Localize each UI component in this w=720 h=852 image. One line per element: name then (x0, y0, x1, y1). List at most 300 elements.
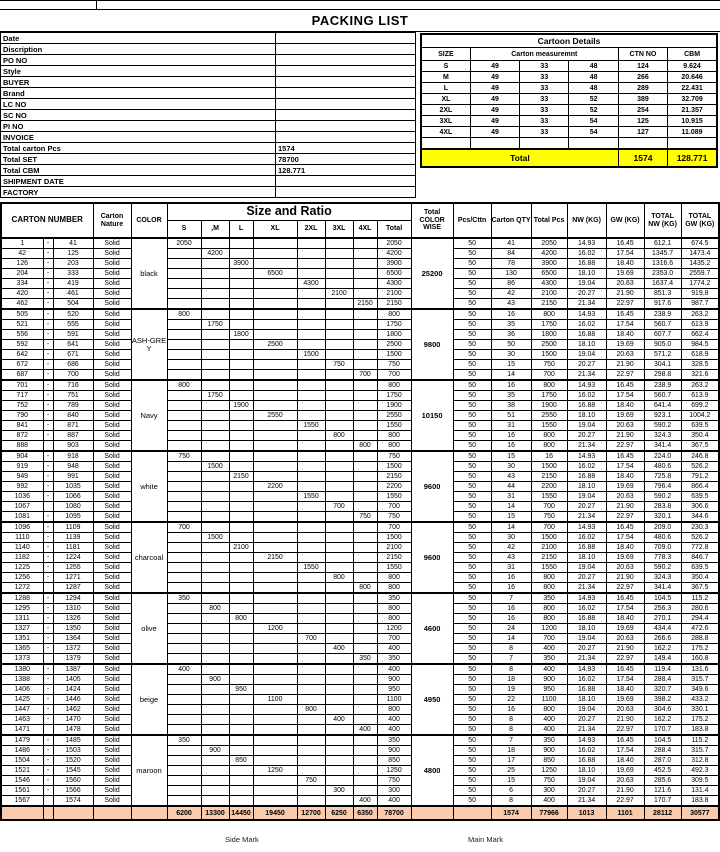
carton-from: 1272 (1, 583, 43, 594)
carton-height: 52 (569, 94, 618, 105)
size-qty-l (229, 269, 253, 279)
col-header-color: COLOR (131, 203, 167, 238)
grand-total-empty (93, 806, 131, 820)
col-header-pcs-per-carton: Pcs/Cttn (453, 203, 491, 238)
size-qty-3xl (325, 604, 353, 614)
size-qty-s (167, 533, 201, 543)
packing-row (1, 289, 719, 299)
carton-qty: 78 (491, 259, 531, 269)
pcs-per-carton: 50 (453, 715, 491, 725)
pcs-per-carton: 50 (453, 441, 491, 452)
size-qty-m (201, 705, 229, 715)
total-pcs: 750 (531, 776, 567, 786)
carton-range-separator: - (43, 705, 53, 715)
size-qty-2xl (297, 411, 325, 421)
size-qty-xl (253, 746, 297, 756)
size-qty-xl (253, 533, 297, 543)
info-label: BUYER (1, 77, 276, 88)
size-qty-s (167, 796, 201, 807)
total-pcs: 700 (531, 502, 567, 512)
size-qty-2xl (297, 746, 325, 756)
total-nw-kg: 341.4 (644, 583, 681, 594)
size-qty-m: 1500 (201, 462, 229, 472)
size-qty-2xl (297, 431, 325, 441)
carton-range-separator: - (43, 756, 53, 766)
size-qty-2xl (297, 695, 325, 705)
size-qty-s (167, 654, 201, 665)
pcs-per-carton: 50 (453, 482, 491, 492)
nw-kg: 19.04 (567, 776, 606, 786)
size-qty-s: 750 (167, 451, 201, 462)
size-qty-xl (253, 512, 297, 523)
size-qty-l (229, 563, 253, 573)
carton-height: 48 (569, 61, 618, 72)
carton-length: 49 (470, 127, 519, 138)
carton-to: 333 (53, 269, 93, 279)
packing-row (1, 370, 719, 381)
total-nw-kg: 905.0 (644, 340, 681, 350)
size-qty-l (229, 715, 253, 725)
carton-to: 887 (53, 431, 93, 441)
carton-nature: Solid (93, 279, 131, 289)
carton-range-separator: - (43, 401, 53, 411)
carton-nature: Solid (93, 543, 131, 553)
size-qty-3xl (325, 411, 353, 421)
carton-qty: 7 (491, 735, 531, 746)
size-qty-l: 3900 (229, 259, 253, 269)
size-qty-4xl (353, 776, 377, 786)
carton-to: 41 (53, 238, 93, 249)
info-label: Discription (1, 44, 276, 55)
carton-to: 1326 (53, 614, 93, 624)
size-qty-3xl (325, 746, 353, 756)
packing-row (1, 533, 719, 543)
carton-from: 1406 (1, 685, 43, 695)
color-name: olive (131, 593, 167, 664)
carton-nature: Solid (93, 431, 131, 441)
nw-kg: 16.88 (567, 259, 606, 269)
size-qty-xl (253, 543, 297, 553)
size-qty-xl (253, 259, 297, 269)
carton-cbm: 10.915 (668, 116, 717, 127)
size-qty-4xl (353, 614, 377, 624)
packing-row (1, 299, 719, 310)
size-qty-m (201, 634, 229, 644)
carton-nature: Solid (93, 451, 131, 462)
carton-from: 1463 (1, 715, 43, 725)
carton-to: 1470 (53, 715, 93, 725)
size-qty-m (201, 715, 229, 725)
size-qty-xl (253, 664, 297, 675)
size-qty-4xl (353, 249, 377, 259)
packing-row (1, 451, 719, 462)
carton-nature: Solid (93, 472, 131, 482)
size-qty-s (167, 370, 201, 381)
row-total: 850 (377, 756, 411, 766)
total-gw-kg: 309.5 (681, 776, 719, 786)
carton-nature: Solid (93, 289, 131, 299)
info-value (276, 77, 416, 88)
carton-to: 419 (53, 279, 93, 289)
total-nw-kg: 266.6 (644, 634, 681, 644)
total-gw-kg: 183.8 (681, 725, 719, 736)
size-qty-xl (253, 462, 297, 472)
size-qty-m (201, 685, 229, 695)
empty-cell (470, 138, 519, 150)
size-qty-2xl (297, 482, 325, 492)
carton-range-separator (43, 654, 53, 665)
carton-from: 1110 (1, 533, 43, 543)
size-qty-m (201, 279, 229, 289)
nw-kg: 18.10 (567, 624, 606, 634)
total-pcs: 4300 (531, 279, 567, 289)
info-row (1, 110, 416, 121)
carton-qty: 8 (491, 725, 531, 736)
total-gw-kg: 984.5 (681, 340, 719, 350)
size-qty-xl (253, 421, 297, 431)
size-qty-3xl (325, 320, 353, 330)
carton-from: 1351 (1, 634, 43, 644)
total-gw-kg: 618.9 (681, 350, 719, 360)
total-nw-kg: 1316.6 (644, 259, 681, 269)
packing-row (1, 664, 719, 675)
carton-details-total-ctn: 1574 (618, 149, 667, 167)
packing-row (1, 380, 719, 391)
packing-row (1, 776, 719, 786)
info-value (276, 66, 416, 77)
pcs-per-carton: 50 (453, 309, 491, 320)
carton-range-separator: - (43, 330, 53, 340)
carton-qty: 42 (491, 543, 531, 553)
pcs-per-carton: 50 (453, 360, 491, 370)
carton-qty: 15 (491, 776, 531, 786)
size-qty-xl (253, 522, 297, 533)
carton-range-separator: - (43, 492, 53, 502)
carton-nature: Solid (93, 401, 131, 411)
size-qty-3xl (325, 624, 353, 634)
total-gw-kg: 328.5 (681, 360, 719, 370)
carton-to: 903 (53, 441, 93, 452)
size-qty-2xl (297, 756, 325, 766)
size-qty-s (167, 614, 201, 624)
size-qty-3xl (325, 421, 353, 431)
size-qty-s (167, 299, 201, 310)
size-qty-4xl: 400 (353, 796, 377, 807)
total-gw-kg: 919.8 (681, 289, 719, 299)
total-pcs: 2100 (531, 289, 567, 299)
row-total: 300 (377, 786, 411, 796)
carton-from: 919 (1, 462, 43, 472)
size-qty-3xl (325, 522, 353, 533)
total-gw-kg: 674.5 (681, 238, 719, 249)
size-qty-l (229, 654, 253, 665)
size-qty-xl (253, 441, 297, 452)
carton-from: 1256 (1, 573, 43, 583)
grand-total-size-4xl: 6350 (353, 806, 377, 820)
total-nw-kg: 256.3 (644, 604, 681, 614)
carton-detail-row (421, 61, 717, 72)
total-color-wise: 9600 (411, 451, 453, 522)
carton-range-separator (43, 725, 53, 736)
nw-kg: 14.93 (567, 664, 606, 675)
color-name: white (131, 451, 167, 522)
size-qty-2xl: 4300 (297, 279, 325, 289)
row-total: 800 (377, 583, 411, 594)
carton-from: 872 (1, 431, 43, 441)
pcs-per-carton: 50 (453, 431, 491, 441)
size-qty-4xl (353, 482, 377, 492)
carton-qty: 19 (491, 685, 531, 695)
carton-detail-row (421, 116, 717, 127)
total-pcs: 850 (531, 756, 567, 766)
gw-kg: 19.69 (606, 482, 644, 492)
row-total: 1200 (377, 624, 411, 634)
packing-row (1, 522, 719, 533)
size-qty-xl: 6500 (253, 269, 297, 279)
row-total: 2200 (377, 482, 411, 492)
total-nw-kg: 612.1 (644, 238, 681, 249)
row-total: 2150 (377, 553, 411, 563)
row-total: 700 (377, 522, 411, 533)
pcs-per-carton: 50 (453, 299, 491, 310)
size-qty-4xl (353, 411, 377, 421)
nw-kg: 20.27 (567, 360, 606, 370)
size-qty-2xl (297, 786, 325, 796)
carton-ctn-no: 124 (618, 61, 667, 72)
carton-nature: Solid (93, 259, 131, 269)
carton-qty: 16 (491, 614, 531, 624)
size-qty-4xl (353, 624, 377, 634)
carton-to: 125 (53, 249, 93, 259)
nw-kg: 19.04 (567, 563, 606, 573)
pcs-per-carton: 50 (453, 279, 491, 289)
info-label: Total CBM (1, 165, 276, 176)
main-packing-table (0, 202, 720, 821)
info-value: 78700 (276, 154, 416, 165)
gw-kg: 21.90 (606, 502, 644, 512)
size-qty-2xl: 1550 (297, 563, 325, 573)
nw-kg: 16.02 (567, 604, 606, 614)
carton-nature: Solid (93, 320, 131, 330)
carton-nature: Solid (93, 664, 131, 675)
total-pcs: 800 (531, 583, 567, 594)
grand-total-empty (453, 806, 491, 820)
size-qty-xl (253, 289, 297, 299)
total-nw-kg: 288.4 (644, 675, 681, 685)
pcs-per-carton: 50 (453, 543, 491, 553)
total-nw-kg: 341.4 (644, 441, 681, 452)
size-qty-s (167, 421, 201, 431)
carton-detail-row (421, 94, 717, 105)
carton-cbm: 20.646 (668, 72, 717, 83)
size-qty-xl (253, 360, 297, 370)
size-qty-s (167, 411, 201, 421)
carton-qty: 7 (491, 654, 531, 665)
total-nw-kg: 104.5 (644, 735, 681, 746)
size-qty-2xl (297, 604, 325, 614)
total-nw-kg: 304.6 (644, 705, 681, 715)
total-nw-kg: 452.5 (644, 766, 681, 776)
size-qty-2xl (297, 543, 325, 553)
pcs-per-carton: 50 (453, 664, 491, 675)
pcs-per-carton: 50 (453, 553, 491, 563)
pcs-per-carton: 50 (453, 786, 491, 796)
size-qty-4xl (353, 715, 377, 725)
carton-from: 521 (1, 320, 43, 330)
carton-qty: 16 (491, 604, 531, 614)
info-value (276, 110, 416, 121)
size-qty-4xl (353, 492, 377, 502)
pcs-per-carton: 50 (453, 259, 491, 269)
total-pcs: 1200 (531, 624, 567, 634)
packing-row (1, 675, 719, 685)
size-qty-3xl (325, 441, 353, 452)
total-gw-kg: 288.8 (681, 634, 719, 644)
carton-from: 334 (1, 279, 43, 289)
size-qty-m (201, 786, 229, 796)
nw-kg: 19.04 (567, 634, 606, 644)
size-qty-4xl: 2150 (353, 299, 377, 310)
gw-kg: 19.69 (606, 269, 644, 279)
size-qty-s: 700 (167, 522, 201, 533)
total-gw-kg: 175.2 (681, 644, 719, 654)
info-value (276, 99, 416, 110)
carton-range-separator: - (43, 664, 53, 675)
size-qty-4xl (353, 380, 377, 391)
size-qty-4xl: 800 (353, 441, 377, 452)
packing-row (1, 644, 719, 654)
total-gw-kg: 639.5 (681, 421, 719, 431)
gw-kg: 20.63 (606, 563, 644, 573)
pcs-per-carton: 50 (453, 593, 491, 604)
carton-detail-empty-row (421, 138, 717, 150)
carton-nature: Solid (93, 299, 131, 310)
size-qty-l (229, 502, 253, 512)
info-row (1, 66, 416, 77)
carton-qty: 30 (491, 533, 531, 543)
nw-kg: 19.04 (567, 350, 606, 360)
gw-kg: 16.45 (606, 522, 644, 533)
carton-nature: Solid (93, 522, 131, 533)
carton-range-separator: - (43, 279, 53, 289)
carton-to: 671 (53, 350, 93, 360)
nw-kg: 18.10 (567, 411, 606, 421)
total-nw-kg: 917.6 (644, 299, 681, 310)
size-qty-m (201, 482, 229, 492)
size-qty-3xl (325, 482, 353, 492)
size-qty-4xl (353, 238, 377, 249)
pcs-per-carton: 50 (453, 746, 491, 756)
total-pcs: 2100 (531, 543, 567, 553)
carton-range-separator: - (43, 746, 53, 756)
carton-to: 751 (53, 391, 93, 401)
pcs-per-carton: 50 (453, 502, 491, 512)
size-qty-m (201, 431, 229, 441)
size-qty-s (167, 583, 201, 594)
size-qty-4xl (353, 746, 377, 756)
carton-nature: Solid (93, 340, 131, 350)
size-qty-3xl (325, 664, 353, 675)
size-qty-2xl (297, 533, 325, 543)
gw-kg: 22.97 (606, 299, 644, 310)
carton-nature: Solid (93, 238, 131, 249)
pcs-per-carton: 50 (453, 340, 491, 350)
packing-row (1, 350, 719, 360)
size-qty-3xl: 700 (325, 502, 353, 512)
nw-kg: 21.34 (567, 512, 606, 523)
total-gw-kg: 306.6 (681, 502, 719, 512)
total-gw-kg: 1435.2 (681, 259, 719, 269)
size-qty-xl (253, 675, 297, 685)
size-qty-l (229, 593, 253, 604)
size-qty-m (201, 553, 229, 563)
packing-row (1, 634, 719, 644)
packing-row (1, 604, 719, 614)
row-total: 1900 (377, 401, 411, 411)
carton-from: 1561 (1, 786, 43, 796)
size-qty-l: 850 (229, 756, 253, 766)
size-header-l: L (229, 221, 253, 239)
packing-row (1, 279, 719, 289)
carton-range-separator: - (43, 533, 53, 543)
size-qty-2xl: 700 (297, 634, 325, 644)
packing-row (1, 411, 719, 421)
total-nw-kg: 725.8 (644, 472, 681, 482)
size-qty-2xl (297, 725, 325, 736)
info-row (1, 132, 416, 143)
pcs-per-carton: 50 (453, 685, 491, 695)
size-qty-xl (253, 604, 297, 614)
carton-length: 49 (470, 116, 519, 127)
carton-from: 701 (1, 380, 43, 391)
gw-kg: 16.45 (606, 451, 644, 462)
size-qty-xl (253, 492, 297, 502)
size-qty-4xl (353, 675, 377, 685)
carton-to: 1066 (53, 492, 93, 502)
size-qty-2xl (297, 664, 325, 675)
pcs-per-carton: 50 (453, 350, 491, 360)
size-qty-xl (253, 380, 297, 391)
grand-total-size-s: 6200 (167, 806, 201, 820)
size-qty-l (229, 533, 253, 543)
size-qty-l (229, 320, 253, 330)
size-qty-m: 1750 (201, 320, 229, 330)
carton-length: 49 (470, 94, 519, 105)
carton-nature: Solid (93, 512, 131, 523)
size-qty-m (201, 269, 229, 279)
total-nw-kg: 170.7 (644, 796, 681, 807)
gw-kg: 16.45 (606, 309, 644, 320)
carton-nature: Solid (93, 634, 131, 644)
gw-kg: 20.63 (606, 492, 644, 502)
row-total: 1750 (377, 320, 411, 330)
info-row (1, 55, 416, 66)
carton-range-separator: - (43, 695, 53, 705)
size-qty-s (167, 472, 201, 482)
size-qty-s (167, 685, 201, 695)
carton-range-separator: - (43, 482, 53, 492)
carton-qty: 41 (491, 238, 531, 249)
carton-ctn-no: 125 (618, 116, 667, 127)
size-qty-s (167, 482, 201, 492)
grand-total-size-l: 14450 (229, 806, 253, 820)
total-pcs: 1750 (531, 391, 567, 401)
gw-kg: 18.40 (606, 330, 644, 340)
info-row (1, 99, 416, 110)
pcs-per-carton: 50 (453, 472, 491, 482)
carton-width: 33 (520, 127, 569, 138)
size-qty-m (201, 735, 229, 746)
